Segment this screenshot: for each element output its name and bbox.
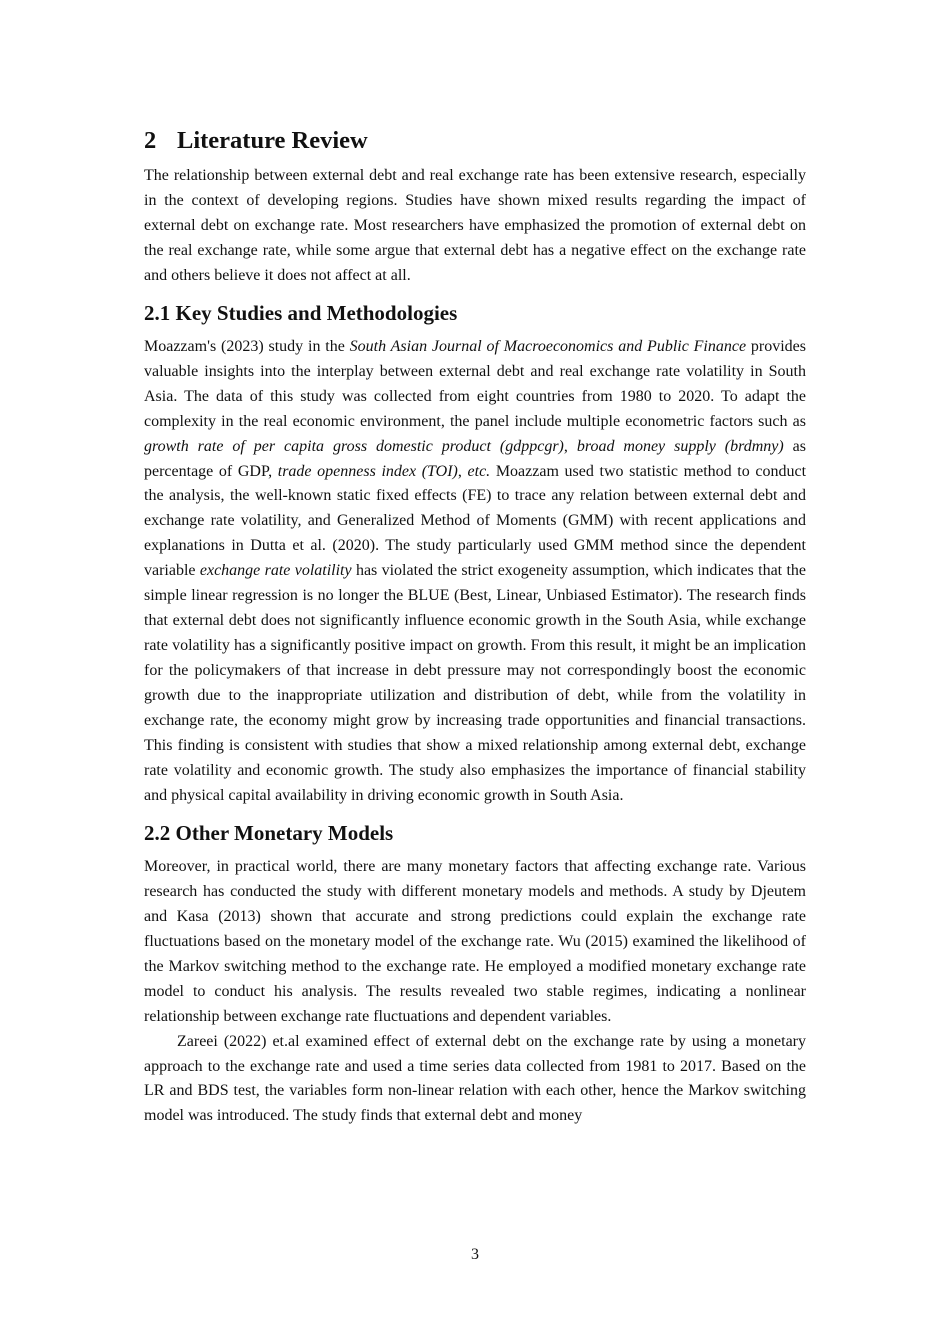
monetary-models-paragraph: Moreover, in practical world, there are many monetary factors that affecting exchange rate. Various research has conducted the study with different monetary models and methods. A study by Djeutem and Kasa (2013) shown that accurate and strong predictions could explain the exchange rate fluctuations based on the monetary model of the exchange rate. Wu (2015) examined the likelihood of the Markov switching method to the exchange rate. He employed a modified monetary exchange rate model to conduct his analysis. The results revealed two stable regimes, indicating a nonlinear relationship between exchange rate fluctuations and dependent variables. [144,857,806,1025]
paper-page [144,120,806,1129]
section-title: Literature Review [177,127,368,154]
key-studies-paragraph [144,335,806,809]
text-run: Moazzam used two statistic method to conduct the analysis, the well-known static fixed effects (FE) to trace any relation between external debt and exchange rate volatility, and Generalized Method of Moments (GMM) with recent applications and explanations in Dutta et al. (2020). The study particularly used GMM method since the dependent variable [144,462,807,580]
subsection-heading-2-2: 2.2 Other Monetary Models [144,820,394,845]
section-number: 2 [144,127,157,154]
text-run: , [563,437,577,455]
variable-term: broad money supply (brdmny) [576,437,784,455]
text-run: provides valuable insights into the interplay between external debt and real exchange rate volatility in South Asia. The data of this study was collected from eight countries from 1980 to 2020. To adapt the complexity in the real economic environment, the panel include multiple econometric factors such as [144,337,806,430]
text-run: as percentage of GDP, [144,437,807,480]
text-run: has violated the strict exogeneity assumption, which indicates that the simple linear regression is no longer the BLUE (Best, Linear, Unbiased Estimator). The research finds that external debt does not significantly influence economic growth in the South Asia, while exchange rate volatility has a significantly positive impact on growth. From this result, it might be an implication for the policymakers of that increase in debt pressure may not correspondingly boost the economic growth due to the inappropriate utilization and distribution of debt, while from the volatility in exchange rate, the economy might grow by increasing trade opportunities and financial transactions. This finding is consistent with studies that show a mixed relationship among external debt, exchange rate volatility and economic growth. The study also emphasizes the importance of financial stability and physical capital availability in driving economic growth in South Asia. [144,562,806,804]
subsection-heading-2-1: 2.1 Key Studies and Methodologies [144,300,458,325]
variable-term: exchange rate volatility [199,562,352,580]
variable-term: trade openness index (TOI) [277,462,458,480]
section-heading [144,126,806,156]
text-run: Moazzam's (2023) study in the [144,337,350,355]
page-number: 3 [471,1246,479,1263]
variable-term: etc. [467,462,491,480]
variable-term: growth rate of per capita gross domestic product (gdppcgr) [144,437,564,455]
intro-paragraph: The relationship between external debt and real exchange rate has been extensive research, especially in the context of developing regions. Studies have shown mixed results regarding the impact of external debt on exchange rate. Most researchers have emphasized the promotion of external debt on the real exchange rate, while some argue that external debt has a negative effect on the exchange rate and others believe it does not affect at all. [144,167,806,284]
journal-name: South Asian Journal of Macroeconomics and Public Finance [349,337,747,355]
zareei-paragraph: Zareei (2022) et.al examined effect of external debt on the exchange rate by using a monetary approach to the exchange rate and used a time series data collected from 1981 to 2017. Based on the LR and BDS test, the variables form non-linear relation with each other, hence the Markov switching model was introduced. The study finds that external debt and money [144,1032,806,1125]
text-run: , [457,462,468,480]
